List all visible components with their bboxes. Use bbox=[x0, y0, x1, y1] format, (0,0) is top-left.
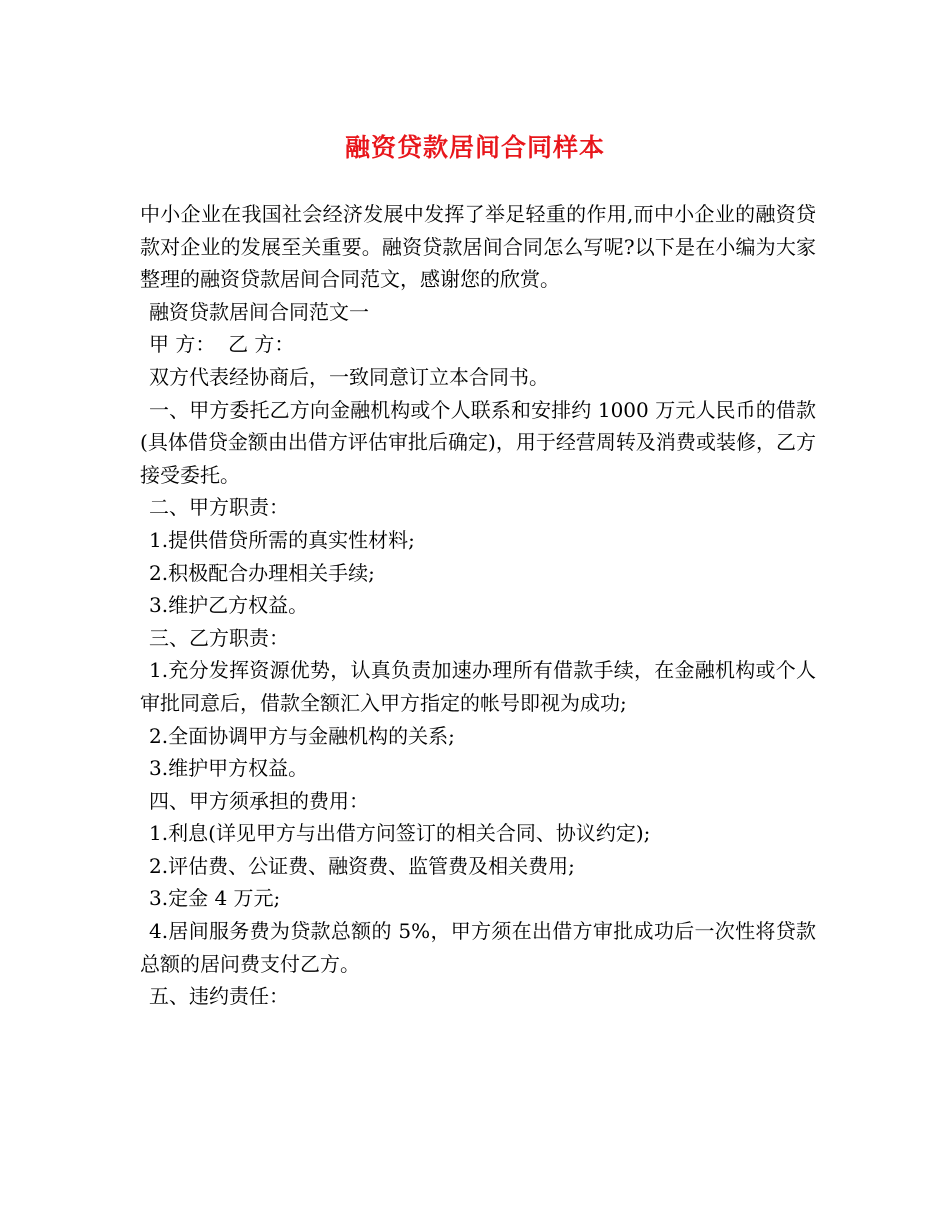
clause-two-heading: 二、甲方职责： bbox=[149, 495, 289, 520]
clause-four-heading: 四、甲方须承担的费用： bbox=[149, 788, 369, 813]
agreement-statement: 双方代表经协商后，一致同意订立本合同书。 bbox=[149, 364, 549, 389]
clause-four-item-1: 1.利息(详见甲方与出借方问签订的相关合同、协议约定); bbox=[149, 821, 651, 846]
clause-three-heading: 三、乙方职责： bbox=[149, 625, 289, 650]
document-title: 融资贷款居间合同样本 bbox=[344, 133, 605, 162]
clause-three-item-2: 2.全面协调甲方与金融机构的关系; bbox=[149, 723, 455, 748]
section-heading-sample-one: 融资贷款居间合同范文一 bbox=[149, 299, 369, 324]
clause-five-heading: 五、违约责任： bbox=[149, 984, 289, 1009]
clause-one: 一、甲方委托乙方向金融机构或个人联系和安排约 1000 万元人民币的借款(具体借贷金额由出借方评估审批后确定)，用于经营周转及消费或装修，乙方接受委托。 bbox=[140, 397, 816, 487]
clause-four-item-4: 4.居间服务费为贷款总额的 5%，甲方须在出借方审批成功后一次性将贷款总额的居问费支付乙方。 bbox=[140, 919, 816, 976]
intro-paragraph: 中小企业在我国社会经济发展中发挥了举足轻重的作用,而中小企业的融资贷款对企业的发展至关重要。融资贷款居间合同怎么写呢?以下是在小编为大家整理的融资贷款居间合同范文，感谢您的欣赏。 bbox=[140, 202, 816, 292]
parties-line: 甲 方： 乙 方： bbox=[149, 332, 295, 357]
clause-four-item-2: 2.评估费、公证费、融资费、监管费及相关费用; bbox=[149, 853, 575, 878]
clause-two-item-2: 2.积极配合办理相关手续; bbox=[149, 560, 375, 585]
clause-three-item-3: 3.维护甲方权益。 bbox=[149, 756, 309, 781]
document-body bbox=[140, 198, 816, 1013]
clause-two-item-1: 1.提供借贷所需的真实性材料; bbox=[149, 527, 415, 552]
clause-four-item-3: 3.定金 4 万元; bbox=[149, 886, 281, 911]
clause-two-item-3: 3.维护乙方权益。 bbox=[149, 593, 309, 618]
clause-three-item-1: 1.充分发挥资源优势，认真负责加速办理所有借款手续，在金融机构或个人审批同意后，借款全额汇入甲方指定的帐号即视为成功; bbox=[140, 658, 816, 715]
